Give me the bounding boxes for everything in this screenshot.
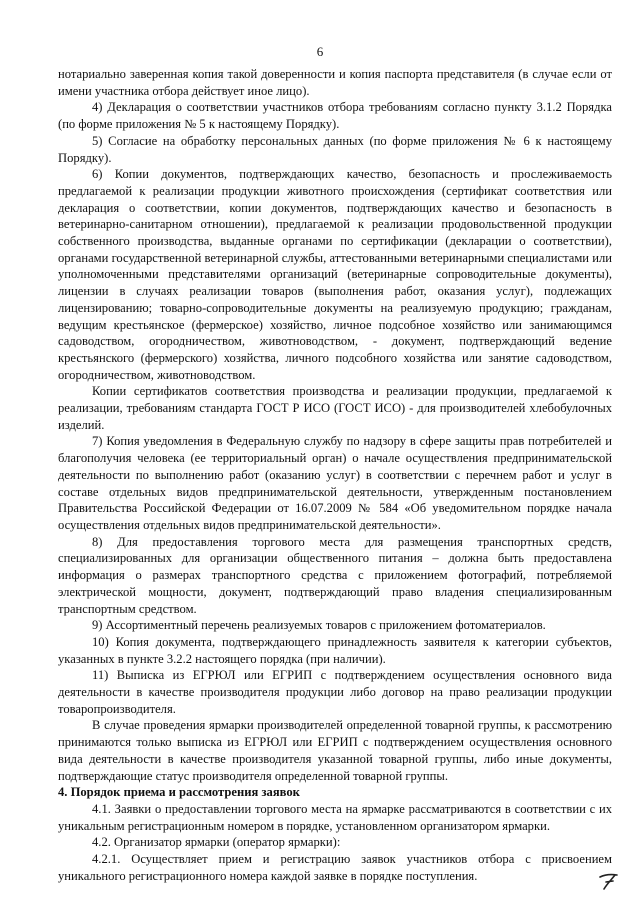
paragraph-item-10: 10) Копия документа, подтверждающего принадлежность заявителя к категории субъектов, указанных в пункте 3.2.2 настоящего порядка (при наличии). [58, 634, 612, 666]
paragraph-item-6: 6) Копии документов, подтверждающих качество, безопасность и прослеживаемость предлагаемой к реализации продукции животного происхождения (сертификат соответствия или декларация о соответствии, копии документов, подтверждающих качество и безопасность в ветеринарно-санитарном отношении), предлагаемой к реализации продовольственной продукции собственного производства, выданные органами по сертификации (декларации о соответствии), органами государственной ветеринарной службы, аттестованными ветеринарными специалистами или уполномоченными представителями организаций (ветеринарные сопроводительные документы), лицензии в случаях реализации товаров (выполнения работ, оказания услуг), подлежащих лицензированию; товарно-сопроводительные документы на реализуемую продукцию; гражданам, ведущим крестьянское (фермерское) хозяйство, личное подсобное хозяйство или занимающимся садоводством, огородничеством, животноводством, - документ, подтверждающий ведение крестьянского (фермерского) хозяйства, личного подсобного хозяйства или занятие садоводством, огородничеством, животноводством. [58, 167, 612, 382]
paragraph-4-1: 4.1. Заявки о предоставлении торгового места на ярмарке рассматриваются в соответствии с их уникальным регистрационным номером в порядке, установленном организатором ярмарки. [58, 801, 612, 833]
paragraph-certificates: Копии сертификатов соответствия производства и реализации продукции, предлагаемой к реализации, требованиям стандарта ГОСТ Р ИСО (ГОСТ ИСО) - для производителей хлебобулочных изделий. [58, 384, 612, 432]
paragraph-item-5: 5) Согласие на обработку персональных данных (по форме приложения № 6 к настоящему Порядку). [58, 133, 612, 165]
paragraph-item-7: 7) Копия уведомления в Федеральную службу по надзору в сфере защиты прав потребителей и благополучия человека (ее территориальный орган) о начале осуществления предпринимательской деятельности по выполнению работ (оказанию услуг) в соответствии с перечнем работ и услуг в составе отдельных видов предпринимательской деятельности, утвержденным постановлением Правительства Российской Федерации от 16.07.2009 № 584 «Об уведомительном порядке начала осуществления отдельных видов предпринимательской деятельности». [58, 434, 612, 532]
paragraph-item-8: 8) Для предоставления торгового места для размещения транспортных средств, специализированных для организации общественного питания – должна быть предоставлена информация о размерах транспортного средства с приложением фотографий, потребляемой электрической мощности, документ, подтверждающий право владения специализированным транспортным средством. [58, 534, 612, 616]
document-body [58, 66, 612, 884]
paragraph-continuation: нотариально заверенная копия такой доверенности и копия паспорта представителя (в случае если от имени участника отбора действует иное лицо). [58, 67, 612, 98]
paragraph-item-11: 11) Выписка из ЕГРЮЛ или ЕГРИП с подтверждением осуществления основного вида деятельности в качестве производителя продукции либо договор на право реализации продукции товаропроизводителя. [58, 668, 612, 716]
page-number: 6 [316, 44, 324, 59]
section-heading: 4. Порядок приема и рассмотрения заявок [58, 785, 300, 800]
handwritten-signature-mark [598, 872, 620, 890]
paragraph-item-9: 9) Ассортиментный перечень реализуемых товаров с приложением фотоматериалов. [92, 618, 546, 633]
paragraph-4-2: 4.2. Организатор ярмарки (оператор ярмарки): [92, 835, 341, 850]
paragraph-item-4: 4) Декларация о соответствии участников отбора требованиям согласно пункту 3.1.2 Порядка (по форме приложения № 5 к настоящему Порядку). [58, 100, 612, 132]
paragraph-4-2-1: 4.2.1. Осуществляет прием и регистрацию заявок участников отбора с присвоением уникального регистрационного номера каждой заявке в порядке поступления. [58, 852, 612, 883]
paragraph-producers-fair: В случае проведения ярмарки производителей определенной товарной группы, к рассмотрению принимаются только выписка из ЕГРЮЛ или ЕГРИП с подтверждением осуществления основного вида деятельности в качестве производителя указанной товарной группы, либо иные документы, подтверждающие статус производителя определенной товарной группы. [58, 718, 612, 783]
